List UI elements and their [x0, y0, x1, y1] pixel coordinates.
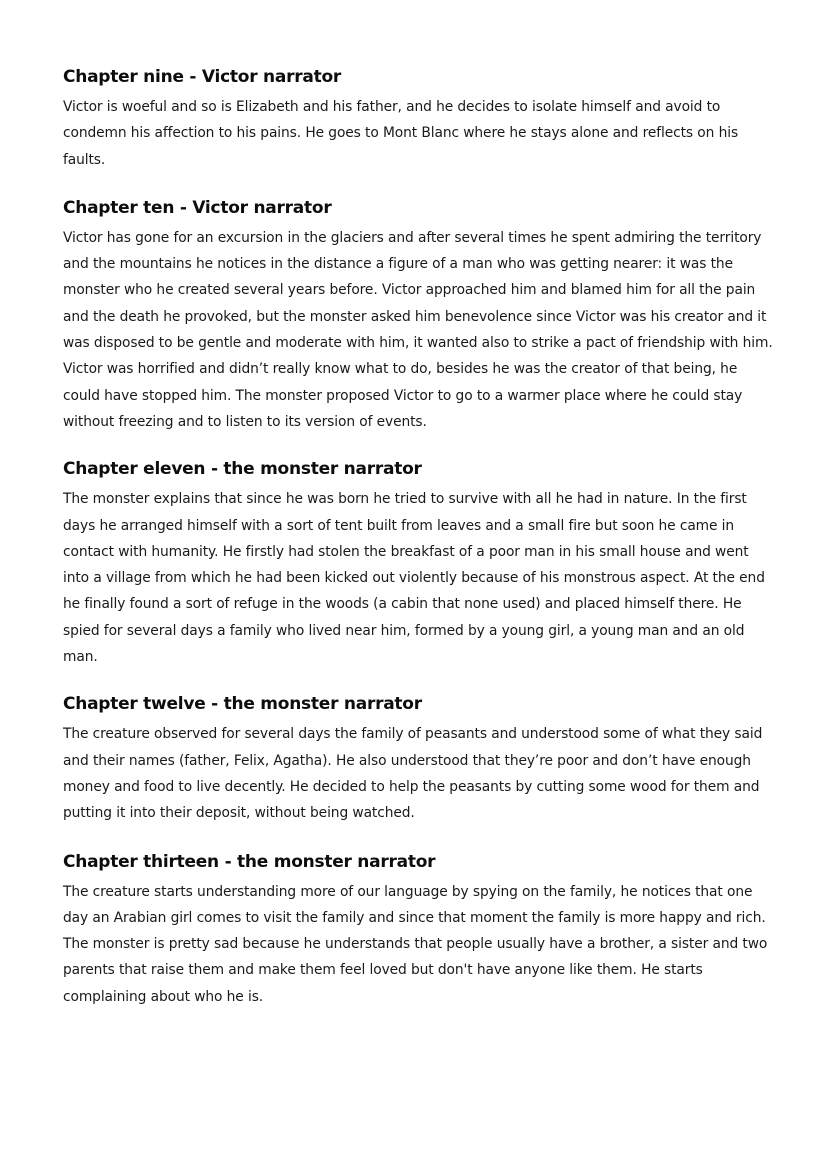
- document-content: [63, 66, 775, 1034]
- chapter-twelve-section: [63, 693, 775, 826]
- chapter-eleven-section: [63, 458, 775, 670]
- chapter-thirteen-section: [63, 851, 775, 1010]
- chapter-eleven-heading: Chapter eleven - the monster narrator: [63, 459, 422, 480]
- chapter-ten-heading: Chapter ten - Victor narrator: [63, 197, 332, 218]
- chapter-twelve-heading: Chapter twelve - the monster narrator: [63, 694, 422, 715]
- chapter-thirteen-heading: Chapter thirteen - the monster narrator: [63, 851, 436, 872]
- chapter-ten-section: [63, 197, 775, 435]
- chapter-ten-text: Victor has gone for an excursion in the glaciers and after several times he spent admiring the territory and the mountains he notices in the distance a figure of a man who was getting nearer: it was the monster who he created several years before. Victor approached him and blamed him for all the pain and the death he provoked, but the monster asked him benevolence since Victor was his creator and it was disposed to be gentle and moderate with him, it wanted also to strike a pact of friendship with him. Victor was horrified and didn’t really know what to do, besides he was the creator of that being, he could have stopped him. The monster proposed Victor to go to a warmer place where he could stay without freezing and to listen to its version of events.: [63, 229, 773, 430]
- chapter-nine-section: [63, 66, 775, 173]
- chapter-nine-heading: Chapter nine - Victor narrator: [63, 67, 342, 87]
- chapter-twelve-text: The creature observed for several days the family of peasants and understood some of what they said and their names (father, Felix, Agatha). He also understood that they’re poor and don’t have enough money and food to live decently. He decided to help the peasants by cutting some wood for them and putting it into their deposit, without being watched.: [63, 726, 763, 822]
- chapter-nine-text: Victor is woeful and so is Elizabeth and his father, and he decides to isolate himself and avoid to condemn his affection to his pains. He goes to Mont Blanc where he stays alone and reflects on his faults.: [63, 99, 739, 168]
- chapter-eleven-text: The monster explains that since he was born he tried to survive with all he had in nature. In the first days he arranged himself with a sort of tent built from leaves and a small fire but soon he came in contact with humanity. He firstly had stolen the breakfast of a poor man in his small house and went into a village from which he had been kicked out violently because of his monstrous aspect. At the end he finally found a sort of refuge in the woods (a cabin that none used) and placed himself there. He spied for several days a family who lived near him, formed by a young girl, a young man and an old man.: [63, 491, 765, 666]
- chapter-thirteen-text: The creature starts understanding more of our language by spying on the family, he notices that one day an Arabian girl comes to visit the family and since that moment the family is more happy and rich. The monster is pretty sad because he understands that people usually have a brother, a sister and two parents that raise them and make them feel loved but don't have anyone like them. He starts complaining about who he is.: [63, 883, 768, 1005]
